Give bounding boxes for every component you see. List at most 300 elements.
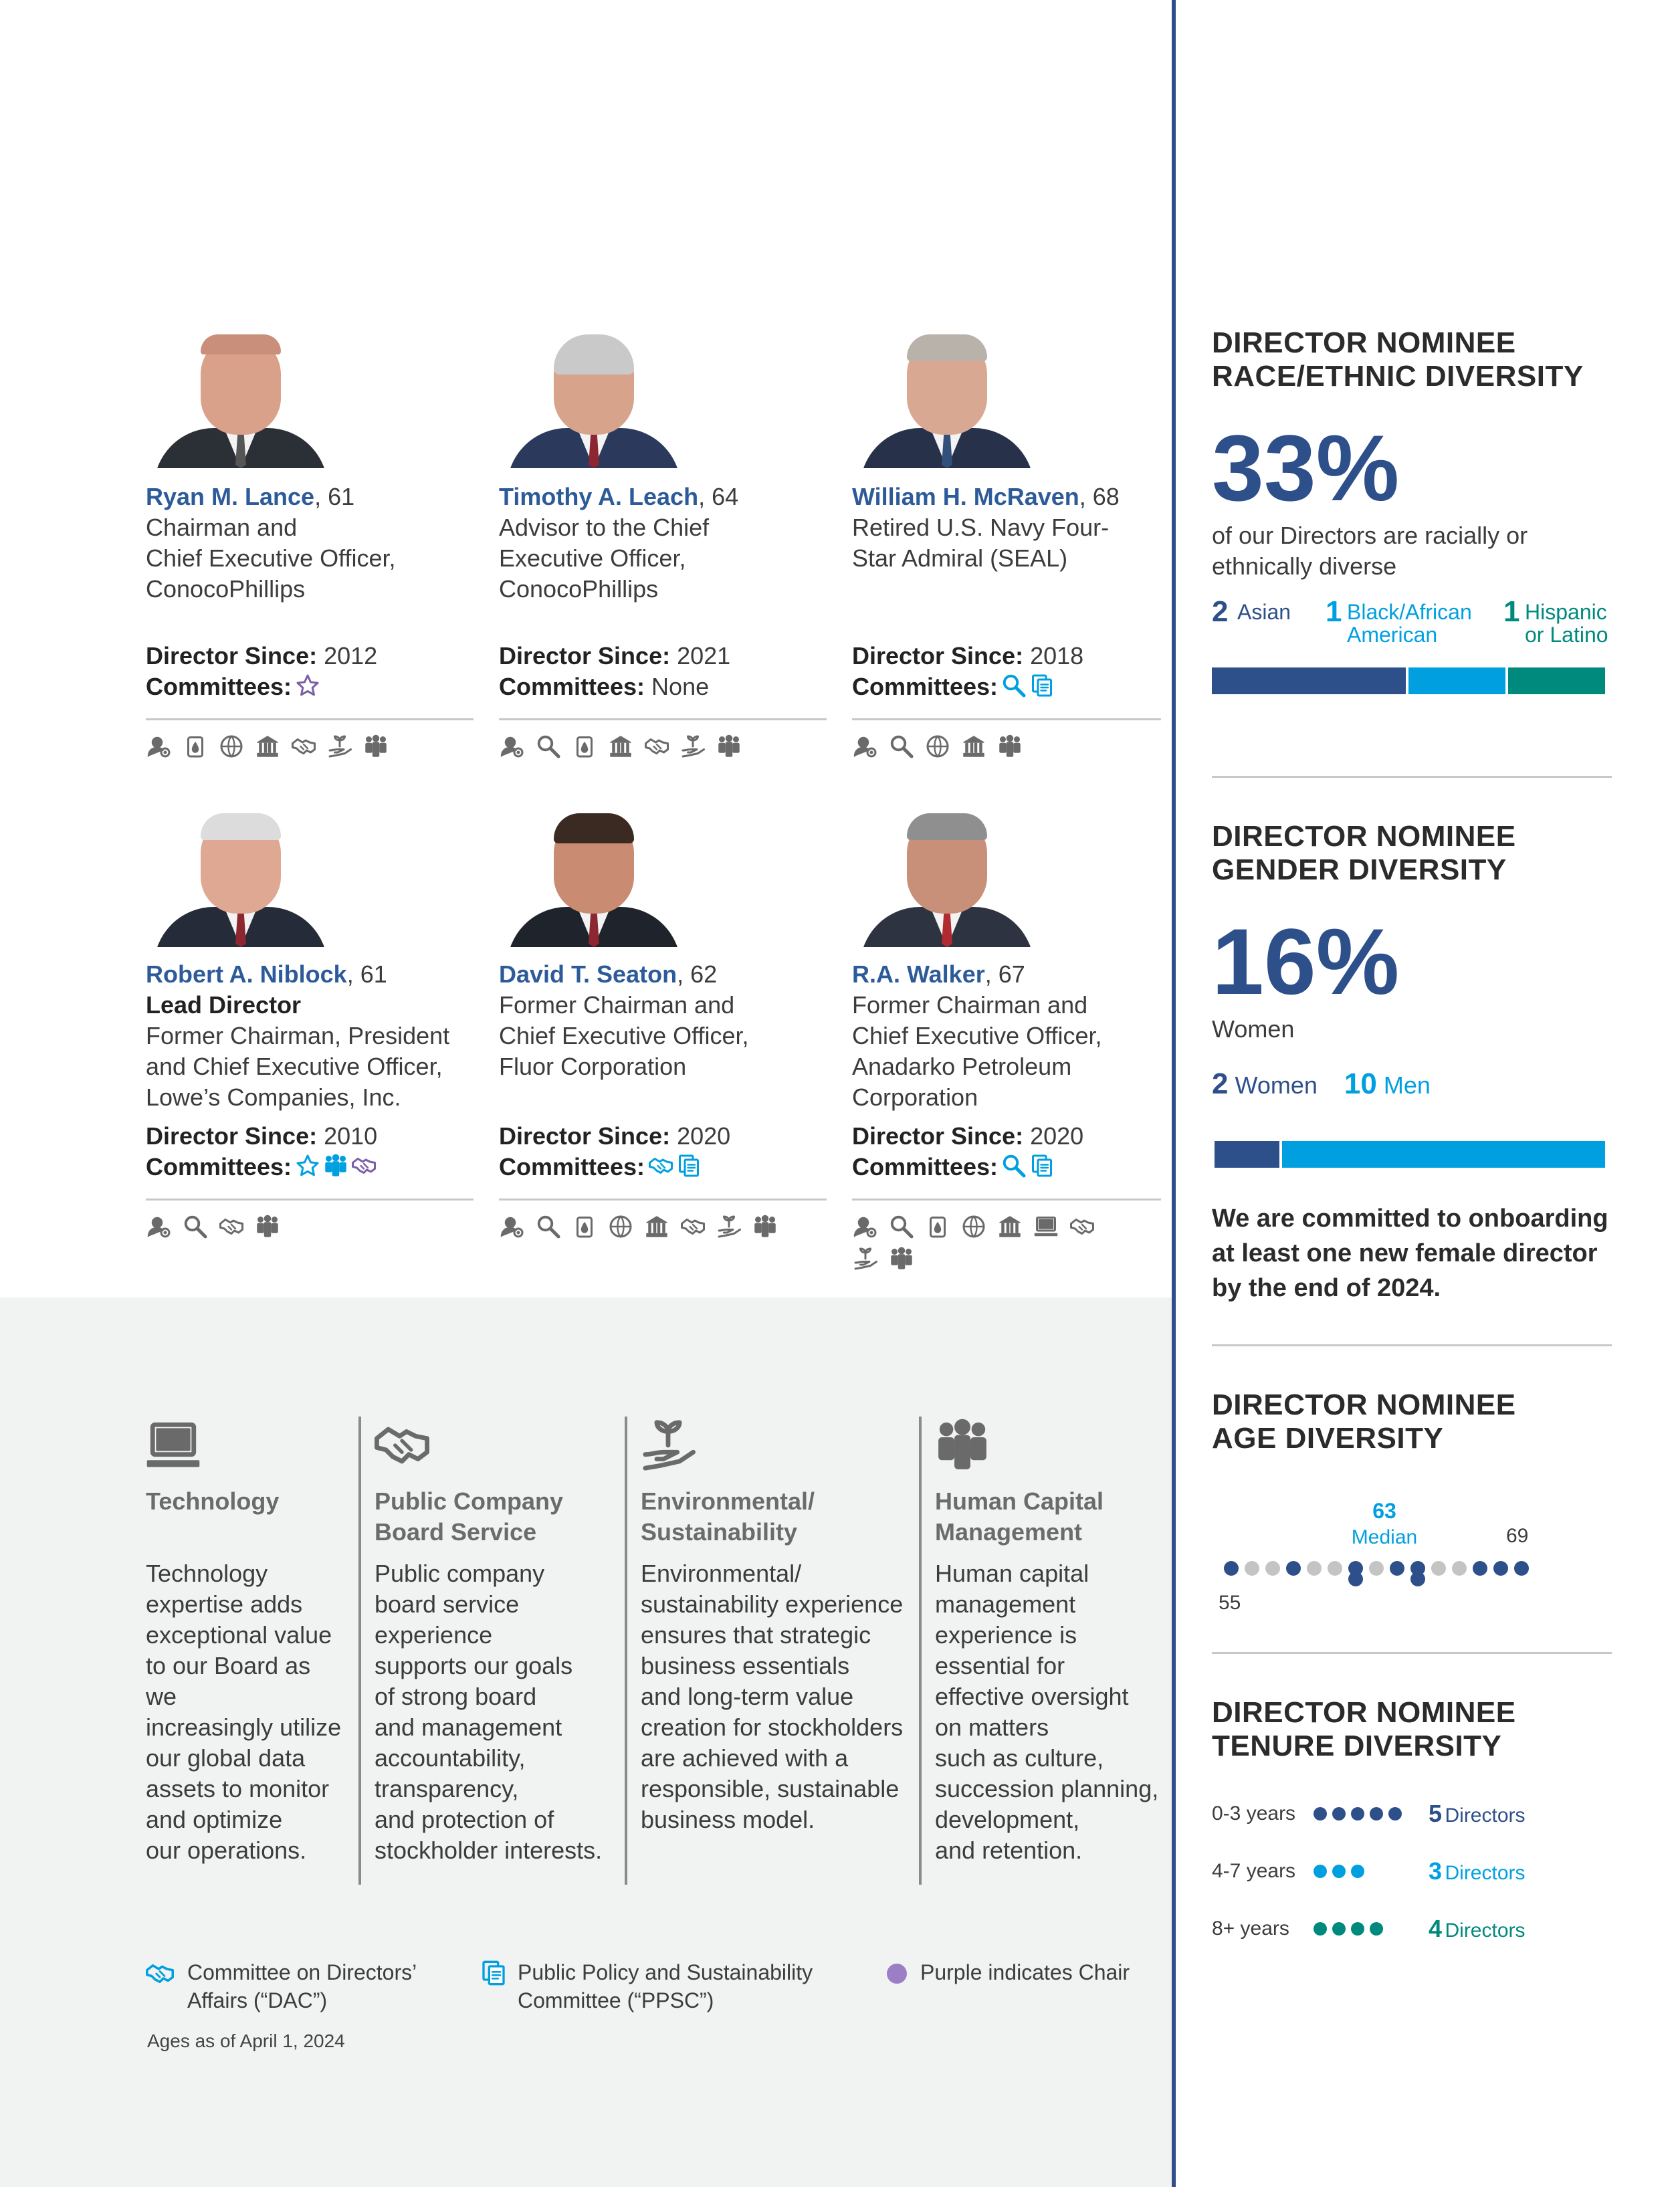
text-line: our operations. (146, 1837, 307, 1864)
text-line: such as culture, (935, 1744, 1104, 1772)
race-group-label: Black/African American (1347, 600, 1472, 647)
since-year: 2010 (317, 1122, 378, 1150)
director-role (499, 990, 749, 1082)
handshake-icon (146, 1960, 177, 1986)
director-since (499, 1121, 730, 1152)
role-line: Retired U.S. Navy Four- (852, 514, 1110, 541)
title-line: DIRECTOR NOMINEE (1212, 326, 1516, 359)
tenure-title (1212, 1696, 1516, 1763)
text-line: Technology (146, 1560, 268, 1587)
role-line: Executive Officer, (499, 544, 686, 572)
card-rule (852, 718, 1161, 720)
text-line: sustainability experience (641, 1590, 904, 1618)
gender-percent: 16% (1212, 909, 1400, 1014)
age-dot (1390, 1561, 1404, 1576)
star-outline-icon (296, 1154, 320, 1178)
text-line: to our Board as we (146, 1652, 311, 1710)
age-min-label: 55 (1219, 1592, 1241, 1614)
card-rule (146, 718, 474, 720)
committees-label: Committees: (146, 673, 292, 700)
director-age: , 62 (677, 960, 718, 988)
age-dot (1328, 1561, 1342, 1576)
laptop-icon (146, 1418, 346, 1473)
median-label: Median (1351, 1526, 1418, 1548)
text-line: creation for stockholders (641, 1713, 904, 1741)
desc-line: ethnically diverse (1212, 552, 1397, 580)
men-bar-segment (1282, 1141, 1605, 1168)
committees-label: Committees: (146, 1153, 292, 1180)
director-role (146, 512, 396, 605)
director-photo (860, 334, 1034, 468)
since-label: Director Since: (852, 642, 1024, 669)
magnifier-icon (182, 1213, 209, 1240)
legend-line: Affairs (“DAC”) (187, 1988, 328, 2012)
since-label: Director Since: (852, 1122, 1024, 1150)
skill-column-technology (146, 1418, 346, 1866)
text-line: accountability, (375, 1744, 526, 1772)
tenure-dot (1351, 1807, 1364, 1820)
title-line: Board Service (375, 1518, 537, 1546)
role-line: Anadarko Petroleum (852, 1053, 1072, 1080)
documents-icon (480, 1960, 507, 1986)
magnifier-icon (888, 733, 915, 760)
people-icon (996, 733, 1023, 760)
people-icon (254, 1213, 281, 1240)
text-line: and management (375, 1713, 562, 1741)
text-line: and retention. (935, 1837, 1083, 1864)
magnifier-icon (1002, 673, 1026, 698)
section-rule (1212, 776, 1612, 778)
magnifier-icon (888, 1213, 915, 1240)
people-icon (935, 1418, 1169, 1473)
skill-icons (852, 733, 1180, 760)
government-icon (254, 733, 281, 760)
text-line: business essentials (641, 1652, 850, 1679)
star-outline-icon (296, 673, 320, 698)
role-line: Chairman and (146, 514, 298, 541)
director-role (146, 1021, 449, 1113)
women-label: Women (1235, 1071, 1318, 1099)
legend-text (518, 1958, 865, 2014)
race-group-count: 1 (1503, 595, 1520, 628)
age-dot (1224, 1561, 1239, 1576)
tenure-range: 8+ years (1212, 1917, 1289, 1940)
director-committees (852, 1152, 1054, 1182)
tenure-count: 4 Directors (1429, 1915, 1526, 1942)
role-line: and Chief Executive Officer, (146, 1053, 443, 1080)
age-dot (1431, 1561, 1446, 1576)
text-line: Environmental/ (641, 1560, 802, 1587)
documents-icon (1030, 673, 1054, 698)
tenure-dot (1314, 1922, 1327, 1936)
column-title (641, 1486, 915, 1548)
role-line: Former Chairman and (852, 991, 1088, 1019)
column-text (146, 1558, 346, 1866)
age-max-label: 69 (1506, 1525, 1529, 1547)
text-line: management (935, 1590, 1076, 1618)
title-line: AGE DIVERSITY (1212, 1422, 1444, 1455)
director-name-line (146, 482, 354, 512)
director-committees (499, 671, 709, 702)
title-line: Environmental/ (641, 1487, 815, 1515)
commit-line: at least one new female director (1212, 1239, 1598, 1267)
committee-icons (998, 673, 1054, 700)
card-rule (499, 718, 827, 720)
legend-line: Committee on Directors’ (187, 1960, 417, 1984)
tenure-row (1212, 1799, 1613, 1829)
tenure-dot (1370, 1807, 1383, 1820)
race-bar-segment (1508, 667, 1605, 694)
since-label: Director Since: (499, 642, 671, 669)
people-icon (752, 1213, 778, 1240)
text-line: development, (935, 1806, 1080, 1833)
title-line: RACE/ETHNIC DIVERSITY (1212, 360, 1584, 393)
text-line: increasingly utilize (146, 1713, 342, 1741)
director-name: Ryan M. Lance (146, 483, 315, 510)
role-line: Corporation (852, 1083, 978, 1111)
text-line: transparency, (375, 1775, 519, 1802)
people-icon (716, 733, 742, 760)
director-age: , 67 (984, 960, 1025, 988)
age-dot (1286, 1561, 1301, 1576)
title-line: Management (935, 1518, 1083, 1546)
title-line: Sustainability (641, 1518, 798, 1546)
race-description (1212, 520, 1528, 582)
men-label: Men (1383, 1071, 1431, 1099)
handshake-icon (643, 733, 670, 760)
text-line: experience (375, 1621, 493, 1649)
gender-commitment (1212, 1201, 1613, 1306)
director-photo (154, 813, 328, 947)
race-group-count: 2 (1212, 595, 1229, 628)
text-line: are achieved with a (641, 1744, 849, 1772)
people-icon (362, 733, 389, 760)
race-bar-segment (1212, 667, 1406, 694)
text-line: essential for (935, 1652, 1065, 1679)
committees-label: Committees: (852, 673, 999, 700)
director-committees (146, 1152, 376, 1182)
seedling-hand-icon (716, 1213, 742, 1240)
director-name: William H. McRaven (852, 483, 1079, 510)
director-age: , 61 (346, 960, 387, 988)
title-line: DIRECTOR NOMINEE (1212, 820, 1516, 853)
tenure-dot (1370, 1922, 1383, 1936)
skill-icons (146, 1213, 474, 1240)
role-line: Former Chairman, President (146, 1022, 450, 1049)
skill-icons (499, 1213, 827, 1240)
director-since (146, 1121, 377, 1152)
legend-text (187, 1958, 468, 2014)
text-line: and protection of (375, 1806, 554, 1833)
text-line: supports our goals (375, 1652, 573, 1679)
tenure-dot (1332, 1807, 1346, 1820)
person-gear-icon (499, 733, 526, 760)
section-rule (1212, 1344, 1612, 1346)
skill-icons (852, 1213, 1120, 1272)
text-line: and optimize (146, 1806, 283, 1833)
age-dot (1493, 1561, 1508, 1576)
column-divider (358, 1417, 361, 1885)
legend-line: Committee (“PPSC”) (518, 1988, 714, 2012)
gender-description: Women (1212, 1015, 1295, 1043)
text-line: expertise adds (146, 1590, 303, 1618)
handshake-icon (290, 733, 317, 760)
person-gear-icon (146, 1213, 173, 1240)
person-gear-icon (499, 1213, 526, 1240)
column-text (935, 1558, 1169, 1866)
race-title (1212, 326, 1584, 393)
role-line: Advisor to the Chief (499, 514, 710, 541)
card-rule (499, 1199, 827, 1201)
director-age: , 61 (314, 483, 355, 510)
desc-line: of our Directors are racially or (1212, 522, 1528, 549)
legend-text: Purple indicates Chair (920, 1960, 1130, 1984)
text-line: business model. (641, 1806, 815, 1833)
fuel-icon (924, 1213, 951, 1240)
age-dot (1473, 1561, 1487, 1576)
men-count: 10 (1344, 1067, 1377, 1100)
text-line: experience is (935, 1621, 1077, 1649)
seedling-hand-icon (641, 1418, 915, 1473)
race-bar-segment (1408, 667, 1505, 694)
text-line: and long-term value (641, 1683, 854, 1710)
column-title (935, 1486, 1169, 1548)
director-age: , 68 (1079, 483, 1120, 510)
column-text (641, 1558, 915, 1835)
text-line: exceptional value (146, 1621, 332, 1649)
director-name: R.A. Walker (852, 960, 985, 988)
committee-icons (292, 1153, 376, 1180)
title-line: GENDER DIVERSITY (1212, 853, 1507, 886)
text-line: ensures that strategic (641, 1621, 871, 1649)
commit-line: We are committed to onboarding (1212, 1205, 1608, 1233)
age-dot (1265, 1561, 1280, 1576)
director-since (499, 641, 730, 671)
globe-icon (924, 733, 951, 760)
tenure-dot (1351, 1865, 1364, 1878)
role-line: Chief Executive Officer, (146, 544, 396, 572)
text-line: stockholder interests. (375, 1837, 603, 1864)
text-line: assets to monitor (146, 1775, 330, 1802)
column-text (375, 1558, 622, 1866)
panel-divider (1172, 0, 1176, 2187)
director-photo (154, 334, 328, 468)
commit-line: by the end of 2024. (1212, 1274, 1441, 1302)
tenure-range: 0-3 years (1212, 1802, 1296, 1825)
race-group-count: 1 (1326, 595, 1342, 628)
committee-icons (292, 673, 320, 700)
race-group-label: Hispanic or Latino (1525, 600, 1608, 647)
role-line: Lowe’s Companies, Inc. (146, 1083, 401, 1111)
magnifier-icon (535, 1213, 562, 1240)
ages-note: Ages as of April 1, 2024 (147, 2030, 345, 2051)
text-line: responsible, sustainable (641, 1775, 900, 1802)
director-name: David T. Seaton (499, 960, 677, 988)
gender-counts (1212, 1067, 1431, 1102)
skill-icons (499, 733, 827, 760)
race-group-label: Asian (1237, 600, 1291, 624)
text-line: succession planning, (935, 1775, 1159, 1802)
director-name: Robert A. Niblock (146, 960, 347, 988)
globe-icon (960, 1213, 987, 1240)
director-age: , 64 (698, 483, 739, 510)
tenure-row (1212, 1857, 1613, 1886)
director-role (852, 512, 1109, 574)
seedling-hand-icon (679, 733, 706, 760)
fuel-icon (571, 733, 598, 760)
since-label: Director Since: (499, 1122, 671, 1150)
since-year: 2012 (317, 642, 378, 669)
tenure-dot (1314, 1807, 1327, 1820)
card-rule (852, 1199, 1161, 1201)
role-line: ConocoPhillips (146, 575, 306, 603)
women-bar-segment (1215, 1141, 1279, 1168)
magnifier-icon (535, 733, 562, 760)
role-line: Former Chairman and (499, 991, 735, 1019)
tenure-count: 5 Directors (1429, 1800, 1526, 1827)
role-line: Fluor Corporation (499, 1053, 687, 1080)
since-label: Director Since: (146, 1122, 318, 1150)
documents-icon (677, 1154, 701, 1178)
title-line: DIRECTOR NOMINEE (1212, 1388, 1516, 1421)
since-year: 2020 (1023, 1122, 1084, 1150)
committees-label: Committees: (852, 1153, 999, 1180)
person-gear-icon (852, 1213, 879, 1240)
column-divider (625, 1417, 627, 1885)
person-gear-icon (146, 733, 173, 760)
women-count: 2 (1212, 1067, 1229, 1100)
director-name-line (499, 959, 717, 990)
age-dot (1452, 1561, 1467, 1576)
column-divider (919, 1417, 922, 1885)
people-icon (888, 1245, 915, 1272)
skill-icons (146, 733, 474, 760)
director-name: Timothy A. Leach (499, 483, 699, 510)
committees-label: Committees: (499, 673, 645, 700)
director-committees (146, 671, 320, 702)
age-dot (1514, 1561, 1529, 1576)
purple-dot-icon (887, 1964, 907, 1984)
column-title: Technology (146, 1487, 280, 1515)
legend-line: Public Policy and Sustainability (518, 1960, 813, 1984)
magnifier-icon (1002, 1154, 1026, 1178)
since-label: Director Since: (146, 642, 318, 669)
documents-icon (1030, 1154, 1054, 1178)
handshake-icon (649, 1154, 673, 1178)
since-year: 2021 (670, 642, 731, 669)
role-line: ConocoPhillips (499, 575, 659, 603)
text-line: board service (375, 1590, 520, 1618)
age-dot (1410, 1572, 1425, 1586)
seedling-hand-icon (852, 1245, 879, 1272)
text-line: of strong board (375, 1683, 537, 1710)
tenure-range: 4-7 years (1212, 1860, 1296, 1882)
tenure-dot (1332, 1865, 1346, 1878)
age-dot (1307, 1561, 1322, 1576)
director-committees (499, 1152, 701, 1182)
director-since (852, 1121, 1083, 1152)
seedling-hand-icon (326, 733, 353, 760)
committees-text: None (645, 673, 710, 700)
handshake-icon (679, 1213, 706, 1240)
person-gear-icon (852, 733, 879, 760)
director-role (852, 990, 1102, 1113)
globe-icon (607, 1213, 634, 1240)
skill-column-board-service (375, 1418, 622, 1866)
globe-icon (218, 733, 245, 760)
text-line: on matters (935, 1713, 1049, 1741)
age-dot (1348, 1572, 1363, 1586)
laptop-icon (1033, 1213, 1059, 1240)
tenure-dot (1351, 1922, 1364, 1936)
title-line: Human Capital (935, 1487, 1104, 1515)
card-rule (146, 1199, 474, 1201)
government-icon (643, 1213, 670, 1240)
handshake-icon (352, 1154, 376, 1178)
age-dot (1245, 1561, 1259, 1576)
director-photo (860, 813, 1034, 947)
lead-director-label: Lead Director (146, 991, 302, 1019)
committee-icons (998, 1153, 1054, 1180)
committees-label: Committees: (499, 1153, 645, 1180)
tenure-row (1212, 1914, 1613, 1944)
since-year: 2018 (1023, 642, 1084, 669)
fuel-icon (571, 1213, 598, 1240)
title-line: Public Company (375, 1487, 564, 1515)
director-role (499, 512, 709, 605)
gender-title (1212, 820, 1516, 887)
race-percent: 33% (1212, 415, 1400, 520)
section-rule (1212, 1652, 1612, 1654)
director-photo (507, 813, 681, 947)
skill-column-human-capital (935, 1418, 1169, 1866)
since-year: 2020 (670, 1122, 731, 1150)
age-title (1212, 1388, 1516, 1455)
column-title (375, 1486, 622, 1548)
text-line: our global data (146, 1744, 306, 1772)
tenure-dot (1314, 1865, 1327, 1878)
director-name-line (852, 959, 1025, 990)
director-name-line (499, 482, 738, 512)
handshake-icon (218, 1213, 245, 1240)
age-dot (1369, 1561, 1384, 1576)
government-icon (960, 733, 987, 760)
director-since (146, 641, 377, 671)
director-committees (852, 671, 1054, 702)
people-icon (324, 1154, 348, 1178)
title-line: DIRECTOR NOMINEE (1212, 1696, 1516, 1729)
title-line: TENURE DIVERSITY (1212, 1730, 1502, 1762)
text-line: Human capital (935, 1560, 1089, 1587)
median-value: 63 (1372, 1499, 1396, 1523)
tenure-dot (1332, 1922, 1346, 1936)
handshake-icon (1069, 1213, 1095, 1240)
fuel-icon (182, 733, 209, 760)
director-photo (507, 334, 681, 468)
committee-icons (645, 1153, 701, 1180)
director-since (852, 641, 1083, 671)
tenure-count: 3 Directors (1429, 1857, 1526, 1885)
handshake-icon (375, 1418, 622, 1473)
director-name-line (146, 959, 387, 990)
government-icon (607, 733, 634, 760)
text-line: Public company (375, 1560, 545, 1587)
skill-column-environmental (641, 1418, 915, 1835)
director-name-line (852, 482, 1120, 512)
tenure-dot (1388, 1807, 1402, 1820)
role-line: Chief Executive Officer, (499, 1022, 749, 1049)
role-line: Star Admiral (SEAL) (852, 544, 1068, 572)
